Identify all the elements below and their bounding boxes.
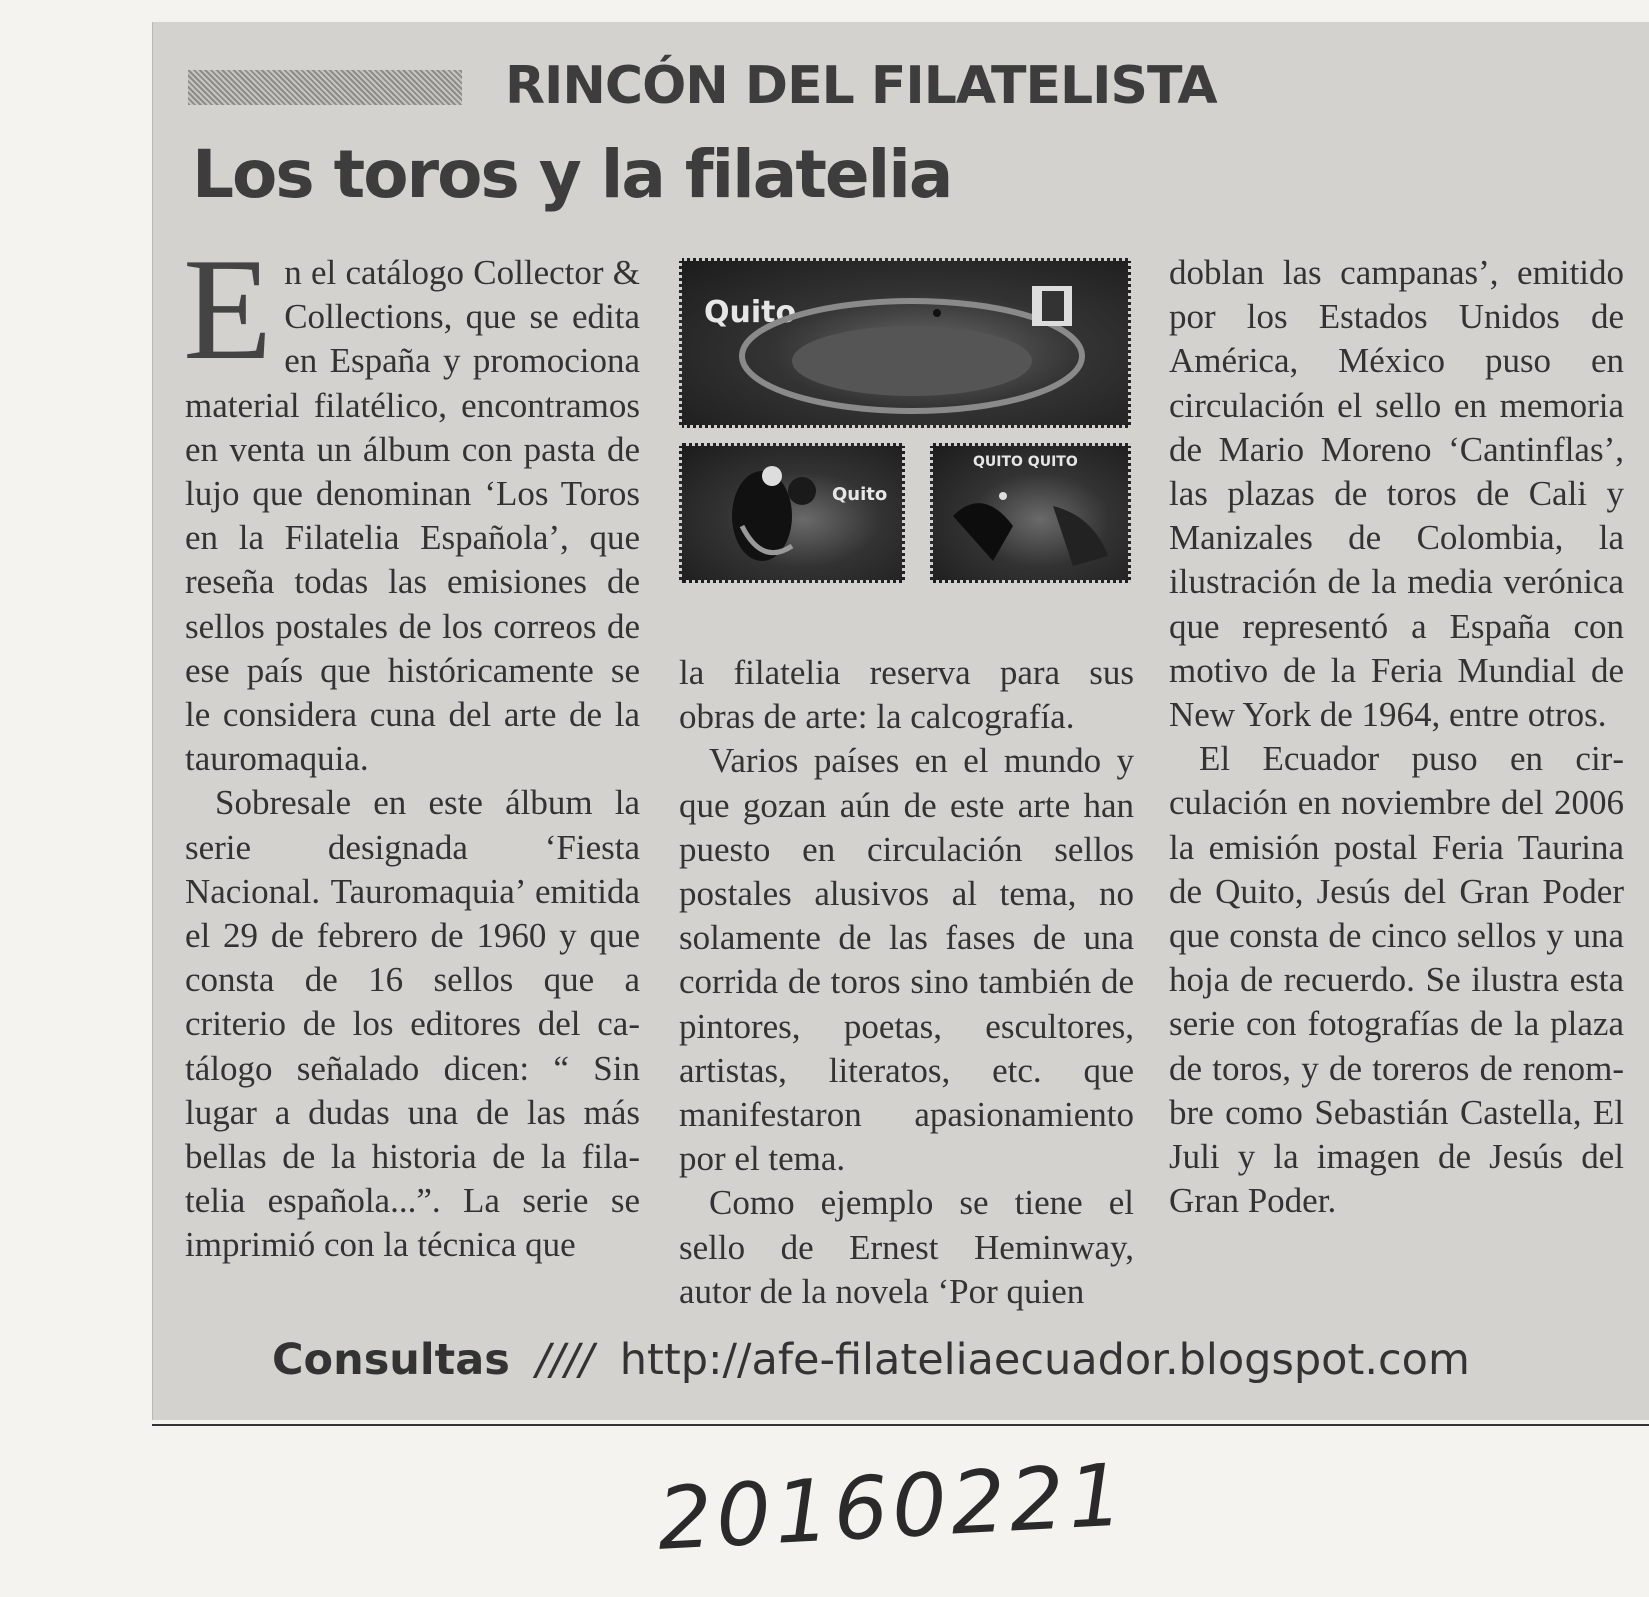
footer-separator: ////	[535, 1335, 594, 1385]
stamp-br-label: QUITO QUITO	[973, 454, 1078, 470]
stamp-bullring-image	[679, 258, 1131, 428]
article-column-1	[183, 228, 640, 1268]
col1-paragraph-1: n el catálogo Collector & Collections, que se edita en España y promociona material filatélico, encontramos en venta un álbum con pasta de lujo que denominan ‘Los Toros en la Filatelia Española’, que reseña todas las emisiones de sellos postales de los correos de ese país que históricamente se le considera cuna del arte de la tauromaquia.	[185, 253, 640, 779]
stamp-bullfighter-image	[679, 443, 905, 583]
col2-paragraph-2: Varios países en el mundo y que gozan aún de este arte han puesto en circulación sellos postales alusivos al tema, no solamente de las fases de una corrida de toros sino también de pintores, poetas, escultores, artistas, literatos, etc. que manifestaron apasionamiento por el tema.	[679, 741, 1134, 1179]
col1-paragraph-2: Sobresale en este álbum la serie designada ‘Fiesta Nacional. Tauromaquia’ emitida el 29 de febrero de 1960 y que consta de 16 sellos que a criterio de los editores del catálogo señalado dicen: “ Sin lugar a dudas una de las más bellas de la historia de la filatelia española...”. La serie se imprimió con la técnica que	[185, 783, 640, 1265]
article-headline: Los toros y la filatelia	[192, 136, 952, 213]
col3-paragraph-1: doblan las campanas’, emitido por los Estados Unidos de América, México puso en circulación el sello en memoria de Mario Moreno ‘Cantinflas’, las plazas de toros de Cali y Manizales de Colombia, la ilustración de la media verónica que representó a España con motivo de la Feria Mundial de New York de 1964, entre otros.	[1169, 253, 1624, 735]
bottom-rule	[152, 1424, 1649, 1426]
stamp-bl-label: Quito	[832, 484, 888, 505]
footer-consultas	[272, 1335, 1470, 1385]
section-title: RINCÓN DEL FILATELISTA	[505, 56, 1217, 116]
col2-paragraph-3: Como ejemplo se tiene el sello de Ernest Heminway, autor de la novela ‘Por quien	[679, 1183, 1134, 1311]
drop-cap: E	[183, 228, 273, 390]
article-column-3	[1169, 251, 1624, 1223]
footer-label: Consultas	[272, 1335, 510, 1385]
section-hatch-bar	[188, 70, 462, 105]
handwritten-date: 20160221	[655, 1445, 1130, 1570]
stamp-top-label: Quito	[704, 295, 797, 330]
col2-paragraph-1: la filatelia reserva para sus obras de arte: la calcografía.	[679, 653, 1134, 737]
cape-graphic	[933, 446, 1131, 583]
col3-paragraph-2: El Ecuador puso en circulación en noviembre del 2006 la emisión postal Feria Taurina de Quito, Jesús del Gran Poder que consta de cinco sellos y una hoja de recuerdo. Se ilustra esta serie con fotografías de la plaza de toros, y de toreros de renombre como Sebastián Castella, El Juli y la imagen de Jesús del Gran Poder.	[1169, 739, 1624, 1221]
stamp-cape-image	[930, 443, 1131, 583]
bullfighter-graphic	[682, 446, 905, 583]
article-column-2	[679, 651, 1134, 1314]
footer-url: http://afe-filateliaecuador.blogspot.com	[619, 1335, 1470, 1385]
bullring-graphic	[682, 261, 1131, 428]
